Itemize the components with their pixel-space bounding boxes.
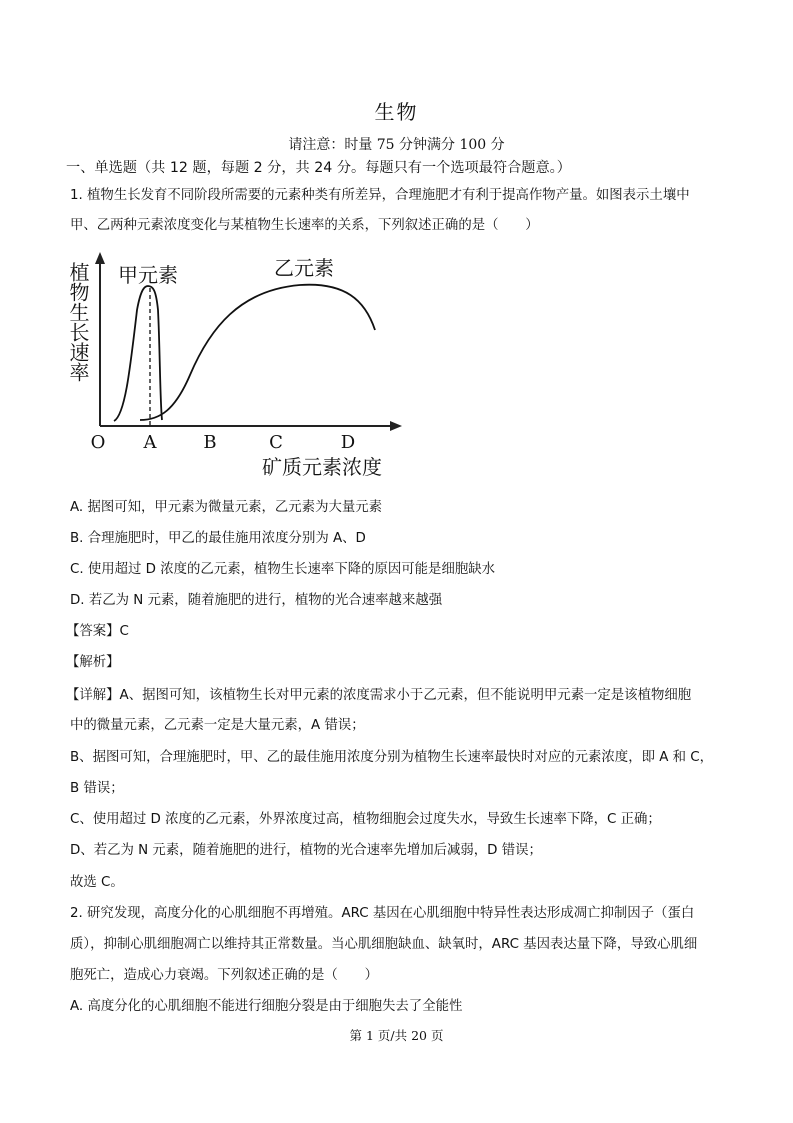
section-header: 一、单选题（共 12 题，每题 2 分，共 24 分。每题只有一个选项最符合题意。）: [66, 160, 571, 176]
q1-stem-line-2: 甲、乙两种元素浓度变化与某植物生长速率的关系，下列叙述正确的是（ ）: [70, 218, 539, 233]
curve-yi: [140, 285, 375, 420]
q1-stem-line-1: 1. 植物生长发育不同阶段所需要的元素种类有所差异，合理施肥才有利于提高作物产量。如图表示土壤中: [70, 188, 690, 203]
y-axis-label: 植物生长速率: [66, 262, 90, 382]
q1-detail-line-2: 中的微量元素，乙元素一定是大量元素，A 错误；: [70, 718, 365, 733]
q1-option-c: C. 使用超过 D 浓度的乙元素，植物生长速率下降的原因可能是细胞缺水: [70, 562, 496, 577]
q2-stem-line-1: 2. 研究发现，高度分化的心肌细胞不再增殖。ARC 基因在心肌细胞中特异性表达形成凋亡抑制因子（蛋白: [70, 906, 695, 921]
tick-label-c: C: [269, 432, 283, 453]
exam-notice: 请注意：时量 75 分钟满分 100 分: [288, 137, 505, 153]
tick-label-b: B: [203, 432, 217, 453]
x-axis-label: 矿质元素浓度: [262, 455, 382, 479]
q1-option-b: B. 合理施肥时，甲乙的最佳施用浓度分别为 A、D: [70, 531, 366, 546]
series-label-jia: 甲元素: [118, 263, 178, 287]
q1-detail-line-1: 【详解】A、据图可知，该植物生长对甲元素的浓度需求小于乙元素，但不能说明甲元素一定是该植物细胞: [66, 688, 692, 703]
page-title: 生物: [374, 100, 419, 124]
tick-label-d: D: [340, 432, 356, 453]
q1-answer: 【答案】C: [66, 624, 129, 639]
q1-detail-line-3: B、据图可知，合理施肥时，甲、乙的最佳施用浓度分别为植物生长速率最快时对应的元素浓度，即 A 和 C，: [70, 750, 714, 765]
q1-detail-line-5: C、使用超过 D 浓度的乙元素，外界浓度过高，植物细胞会过度失水，导致生长速率下降，C 正确；: [70, 812, 661, 827]
origin-label: O: [90, 432, 106, 453]
tick-label-a: A: [143, 432, 157, 453]
q1-figure: [66, 250, 410, 480]
q1-detail-line-4: B 错误；: [70, 781, 124, 796]
q2-stem-line-3: 胞死亡，造成心力衰竭。下列叙述正确的是（ ）: [70, 968, 378, 983]
y-axis-arrow: [95, 252, 105, 264]
q1-detail-line-6: D、若乙为 N 元素，随着施肥的进行，植物的光合速率先增加后减弱，D 错误；: [70, 843, 542, 858]
curve-jia: [114, 286, 162, 421]
q1-analysis-label: 【解析】: [66, 655, 120, 670]
page-footer: 第 1 页/共 20 页: [349, 1028, 444, 1043]
q1-detail-line-7: 故选 C。: [70, 875, 124, 890]
q1-option-d: D. 若乙为 N 元素，随着施肥的进行，植物的光合速率越来越强: [70, 593, 443, 608]
q2-stem-line-2: 质），抑制心肌细胞凋亡以维持其正常数量。当心肌细胞缺血、缺氧时，ARC 基因表达量下降，导致心肌细: [70, 937, 698, 952]
x-axis-arrow: [390, 421, 402, 431]
series-label-yi: 乙元素: [274, 256, 334, 280]
q2-option-a: A. 高度分化的心肌细胞不能进行细胞分裂是由于细胞失去了全能性: [70, 999, 463, 1014]
q1-option-a: A. 据图可知，甲元素为微量元素，乙元素为大量元素: [70, 500, 383, 515]
